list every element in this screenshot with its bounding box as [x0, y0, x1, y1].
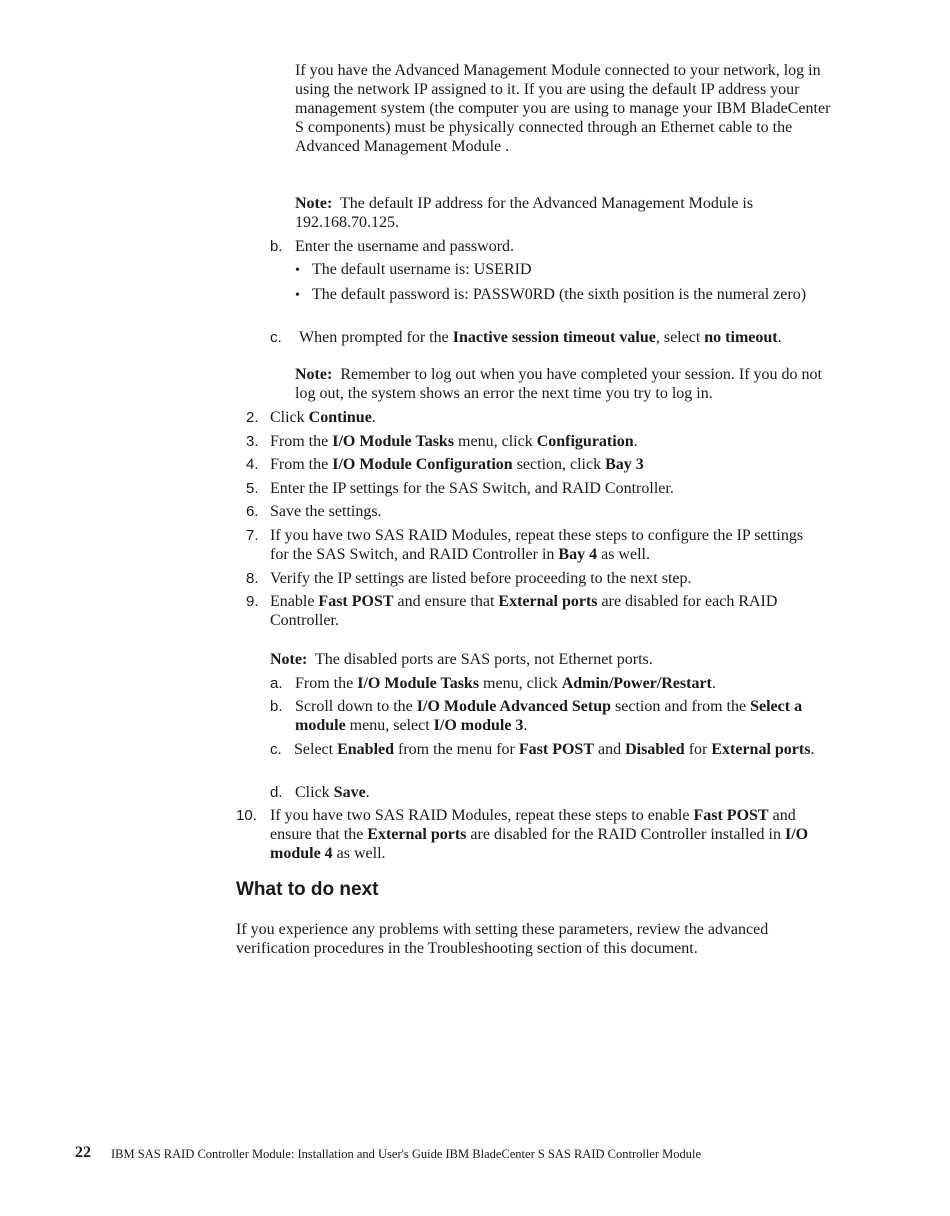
- bullet-icon: •: [295, 263, 300, 278]
- step-7-text: If you have two SAS RAID Modules, repeat these steps to configure the IP settings for the SAS Switch, and RAID Controller in Bay 4 as well.: [270, 527, 804, 563]
- step-5-text: Enter the IP settings for the SAS Switch, and RAID Controller.: [270, 480, 674, 497]
- bullet-icon: •: [295, 288, 300, 303]
- step-b-label: b.: [270, 238, 283, 255]
- step-6-text: Save the settings.: [270, 503, 382, 520]
- step-9d-text: Click Save.: [295, 784, 370, 801]
- step-c-text: When prompted for the Inactive session timeout value, select no timeout.: [299, 329, 782, 346]
- step-9-label: 9.: [246, 593, 259, 610]
- step-3-text: From the I/O Module Tasks menu, click Configuration.: [270, 433, 638, 450]
- step-b-text: Enter the username and password.: [295, 238, 515, 255]
- page-number: 22: [75, 1144, 91, 1161]
- note-text: The default IP address for the Advanced Management Module is 192.168.70.125.: [295, 195, 754, 231]
- step-10-label: 10.: [236, 807, 257, 824]
- note-text: Remember to log out when you have completed your session. If you do not log out, the system shows an error the next time you try to log in.: [295, 366, 822, 402]
- step-8-text: Verify the IP settings are listed before proceeding to the next step.: [270, 570, 692, 587]
- section-heading: What to do next: [236, 879, 379, 900]
- note-text: The disabled ports are SAS ports, not Ethernet ports.: [315, 651, 653, 668]
- step-4-label: 4.: [246, 456, 259, 473]
- step-5-label: 5.: [246, 480, 259, 497]
- step-9c-text: Select Enabled from the menu for Fast POST and Disabled for External ports.: [294, 741, 815, 758]
- note-disabled-ports: [270, 650, 840, 669]
- note-label: Note:: [270, 651, 308, 668]
- bullet-username: The default username is: USERID: [312, 261, 532, 278]
- step-9d-label: d.: [270, 784, 283, 801]
- step-3-label: 3.: [246, 433, 259, 450]
- note-logout: [295, 365, 840, 403]
- step-6-label: 6.: [246, 503, 259, 520]
- step-9c-label: c.: [270, 741, 282, 758]
- bullet-password: The default password is: PASSW0RD (the sixth position is the numeral zero): [312, 286, 807, 303]
- step-8-label: 8.: [246, 570, 259, 587]
- step-2-label: 2.: [246, 409, 259, 426]
- note-label: Note:: [295, 366, 333, 383]
- step-c-label: c.: [270, 329, 282, 346]
- step-10-text: If you have two SAS RAID Modules, repeat these steps to enable Fast POST and ensure that the External ports are disabled for the RAID Controller installed in I/O module 4 as well.: [270, 807, 809, 862]
- step-9-text: Enable Fast POST and ensure that External ports are disabled for each RAID Controller.: [270, 593, 778, 629]
- intro-paragraph: If you have the Advanced Management Module connected to your network, log in using the network IP assigned to it. If you are using the default IP address your management system (the computer you are using to manage your IBM BladeCenter S components) must be physically connected through an Ethernet cable to the Advanced Management Module .: [295, 62, 831, 155]
- step-9a-text: From the I/O Module Tasks menu, click Admin/Power/Restart.: [295, 675, 716, 692]
- closing-paragraph: If you experience any problems with setting these parameters, review the advanced verification procedures in the Troubleshooting section of this document.: [236, 921, 769, 957]
- step-4-text: From the I/O Module Configuration section, click Bay 3: [270, 456, 644, 473]
- step-9a-label: a.: [270, 675, 283, 692]
- note-default-ip: [295, 194, 835, 232]
- footer-title: IBM SAS RAID Controller Module: Installation and User's Guide IBM BladeCenter S SAS RAID Controller Module: [111, 1147, 702, 1161]
- step-9b-text: Scroll down to the I/O Module Advanced Setup section and from the Select a module menu, select I/O module 3.: [295, 698, 803, 734]
- step-7-label: 7.: [246, 527, 259, 544]
- step-2-text: Click Continue.: [270, 409, 376, 426]
- note-label: Note:: [295, 195, 333, 212]
- step-9b-label: b.: [270, 698, 283, 715]
